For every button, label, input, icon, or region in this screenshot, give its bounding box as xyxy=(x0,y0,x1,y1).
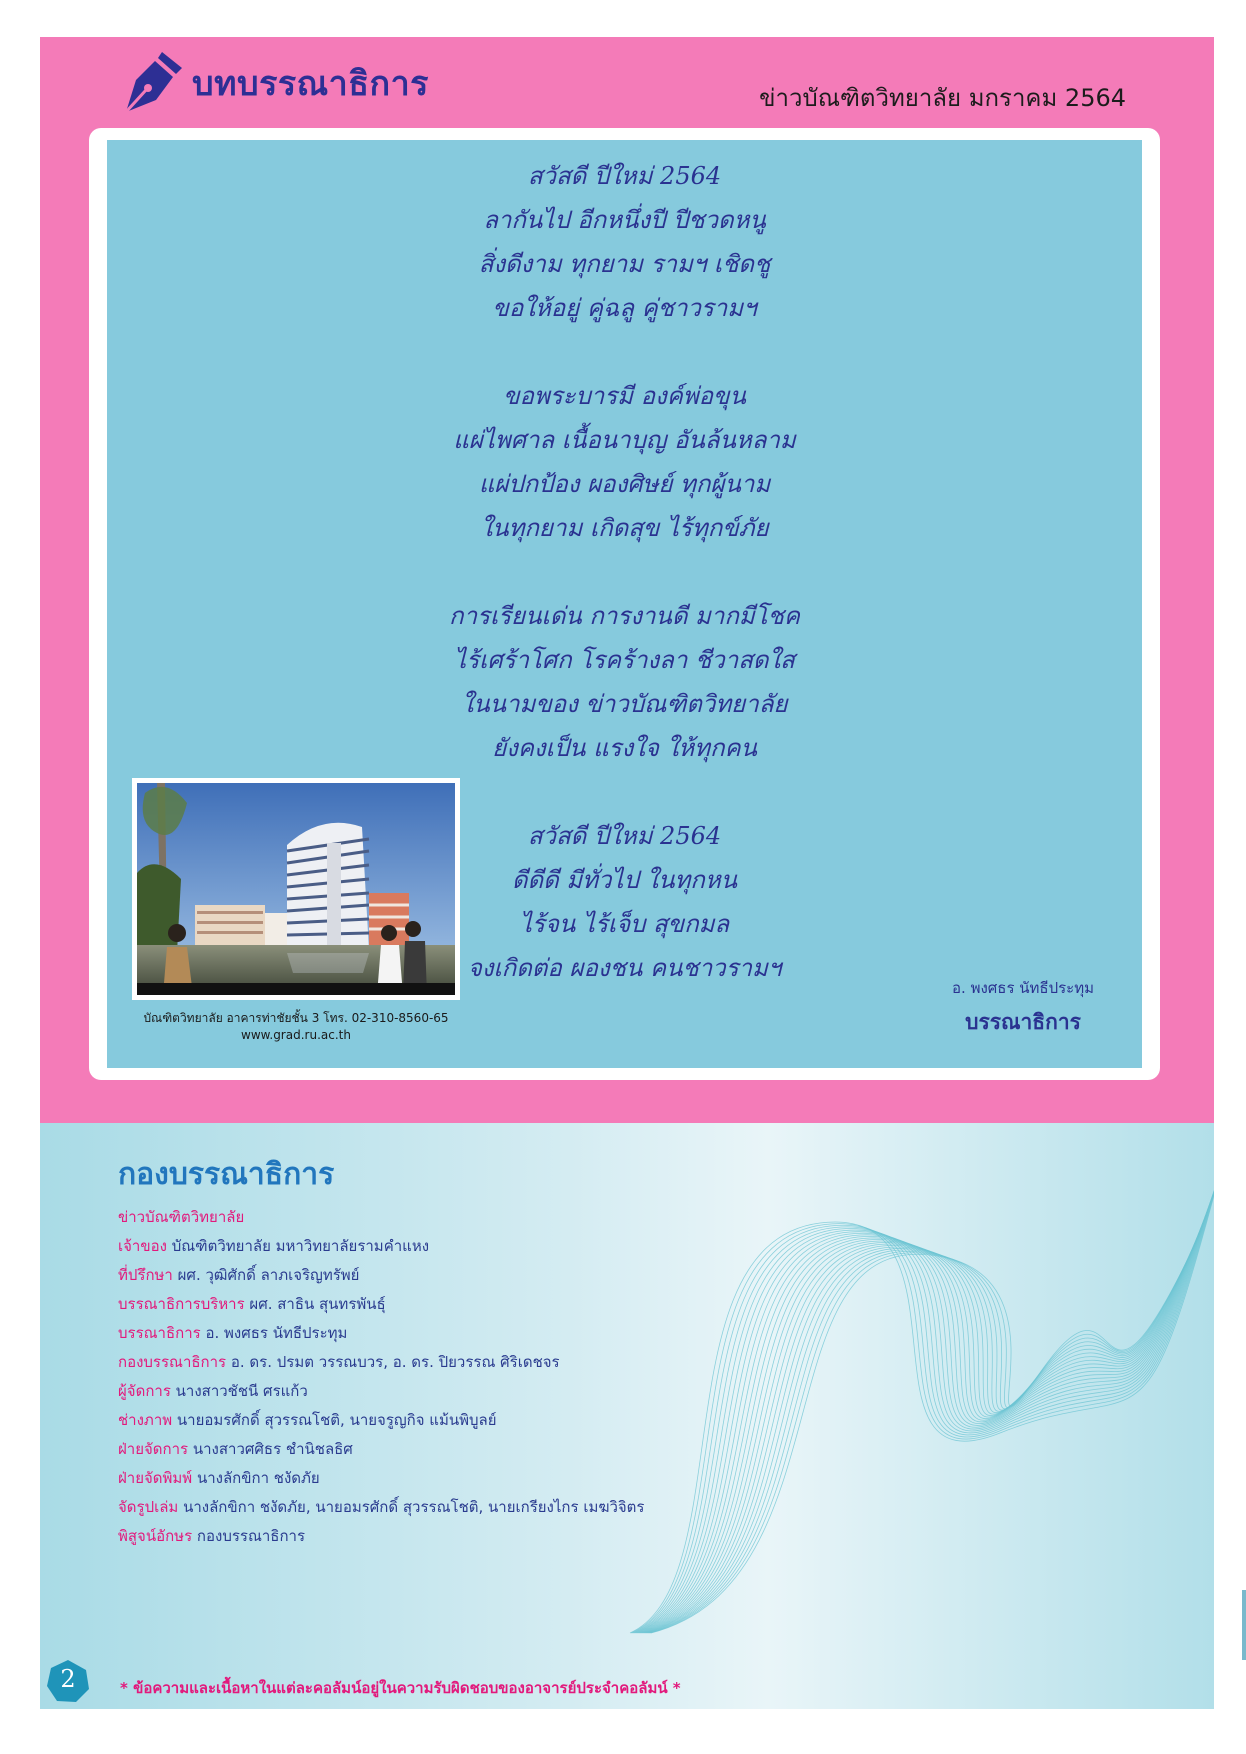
credit-row xyxy=(118,1377,644,1406)
credits-list xyxy=(118,1203,644,1551)
credit-row xyxy=(118,1290,644,1319)
editorial-panel xyxy=(107,140,1142,1068)
column-disclaimer: * ข้อความและเนื้อหาในแต่ละคอลัมน์อยู่ในความรับผิดชอบของอาจารย์ประจำคอลัมน์ * xyxy=(120,1679,681,1697)
poem-line: ดีดีดี มีทั่วไป ในทุกหน xyxy=(511,866,738,894)
credit-value: นางลักขิกา ชงัดภัย xyxy=(196,1469,320,1487)
credit-row xyxy=(118,1493,644,1522)
credit-value: ผศ. วุฒิศักดิ์ ลาภเจริญทรัพย์ xyxy=(177,1266,360,1284)
credit-row xyxy=(118,1522,644,1551)
credit-label: ฝ่ายจัดการ xyxy=(118,1440,189,1458)
credit-value: นางลักขิกา ชงัดภัย, นายอมรศักดิ์ สุวรรณโชติ, นายเกรียงไกร เมฆวิจิตร xyxy=(183,1498,645,1516)
poem-line: ไร้เศร้าโศก โรคร้างลา ชีวาสดใส xyxy=(454,646,795,674)
credit-label: ผู้จัดการ xyxy=(118,1382,171,1400)
poem-line: สวัสดี ปีใหม่ 2564 xyxy=(527,162,722,190)
credit-row xyxy=(118,1406,644,1435)
credit-label: พิสูจน์อักษร xyxy=(118,1527,193,1545)
credit-value: นางสาวศศิธร ชำนิชลธิศ xyxy=(192,1440,353,1458)
author-name: อ. พงศธร นัทธีประทุม xyxy=(952,979,1094,997)
photo-caption xyxy=(132,1010,460,1044)
poem-line: แผ่ปกป้อง ผองศิษย์ ทุกผู้นาม xyxy=(478,470,771,498)
poem-line: แผ่ไพศาล เนื้อนาบุญ อันล้นหลาม xyxy=(453,426,796,454)
poem-line: ขอพระบารมี องค์พ่อขุน xyxy=(503,382,746,410)
poem-line: ในทุกยาม เกิดสุข ไร้ทุกข์ภัย xyxy=(480,514,769,542)
caption-address: บัณฑิตวิทยาลัย อาคารท่าชัยชั้น 3 โทร. 02-310-8560-65 xyxy=(143,1011,449,1025)
credit-label: ข่าวบัณฑิตวิทยาลัย xyxy=(118,1208,245,1226)
credit-label: ฝ่ายจัดพิมพ์ xyxy=(118,1469,193,1487)
campus-building-photo xyxy=(137,783,455,995)
credit-label: เจ้าของ xyxy=(118,1237,167,1255)
page-number: 2 xyxy=(60,1665,76,1693)
credit-row xyxy=(118,1319,644,1348)
author-signature xyxy=(952,976,1094,1039)
poem-line: ลากันไป อีกหนึ่งปี ปีชวดหนู xyxy=(483,206,766,234)
author-role: บรรณาธิการ xyxy=(965,1010,1081,1034)
poem-line: สวัสดี ปีใหม่ 2564 xyxy=(527,822,722,850)
credit-value: อ. พงศธร นัทธีประทุม xyxy=(205,1324,348,1342)
credit-row xyxy=(118,1435,644,1464)
poem-line: ไร้จน ไร้เจ็บ สุขกมล xyxy=(519,910,730,938)
credit-value: อ. ดร. ปรมต วรรณบวร, อ. ดร. ปิยวรรณ ศิริเดชจร xyxy=(230,1353,560,1371)
section-logo xyxy=(122,50,429,116)
poem-stanza xyxy=(107,374,1142,550)
wave-lines-decoration xyxy=(620,1163,1214,1643)
poem-stanza xyxy=(107,154,1142,330)
page-edge-mark xyxy=(1242,1590,1246,1660)
editorial-card xyxy=(89,128,1160,1080)
credit-row xyxy=(118,1261,644,1290)
credit-label: บรรณาธิการ xyxy=(118,1324,201,1342)
credit-row xyxy=(118,1464,644,1493)
poem-line: การเรียนเด่น การงานดี มากมีโชค xyxy=(449,602,800,630)
credit-value: ผศ. สาธิน สุนทรพันธุ์ xyxy=(249,1295,386,1313)
credit-value: บัณฑิตวิทยาลัย มหาวิทยาลัยรามคำแหง xyxy=(171,1237,430,1255)
credit-value: กองบรรณาธิการ xyxy=(196,1527,306,1545)
issue-label: ข่าวบัณฑิตวิทยาลัย มกราคม 2564 xyxy=(759,84,1126,112)
credit-value: นายอมรศักดิ์ สุวรรณโชติ, นายจรูญกิจ แม้นพิบูลย์ xyxy=(176,1411,497,1429)
credit-label: กองบรรณาธิการ xyxy=(118,1353,227,1371)
page-number-badge xyxy=(46,1659,90,1703)
credit-row xyxy=(118,1348,644,1377)
pen-nib-icon xyxy=(122,50,184,116)
editorial-board-section xyxy=(40,1123,1214,1709)
credit-label: ช่างภาพ xyxy=(118,1411,173,1429)
poem-line: ในนามของ ข่าวบัณฑิตวิทยาลัย xyxy=(461,690,788,718)
poem-line: ขอให้อยู่ คู่ฉลู คู่ชาวรามฯ xyxy=(492,294,757,322)
credit-label: จัดรูปเล่ม xyxy=(118,1498,179,1516)
credit-label: ที่ปรึกษา xyxy=(118,1266,173,1284)
credit-value: นางสาวชัชนี ศรแก้ว xyxy=(175,1382,308,1400)
credit-label: บรรณาธิการบริหาร xyxy=(118,1295,245,1313)
poem-line: ยังคงเป็น แรงใจ ให้ทุกคน xyxy=(492,734,757,762)
caption-website: www.grad.ru.ac.th xyxy=(241,1028,351,1042)
credit-row xyxy=(118,1232,644,1261)
credit-row xyxy=(118,1203,644,1232)
poem-line: จงเกิดต่อ ผองชน คนชาวรามฯ xyxy=(467,954,782,982)
board-title: กองบรรณาธิการ xyxy=(118,1157,335,1192)
photo-frame xyxy=(132,778,460,1000)
poem-line: สิ่งดีงาม ทุกยาม รามฯ เชิดชู xyxy=(478,250,771,278)
section-title: บทบรรณาธิการ xyxy=(192,64,429,104)
poem-stanza xyxy=(107,594,1142,770)
